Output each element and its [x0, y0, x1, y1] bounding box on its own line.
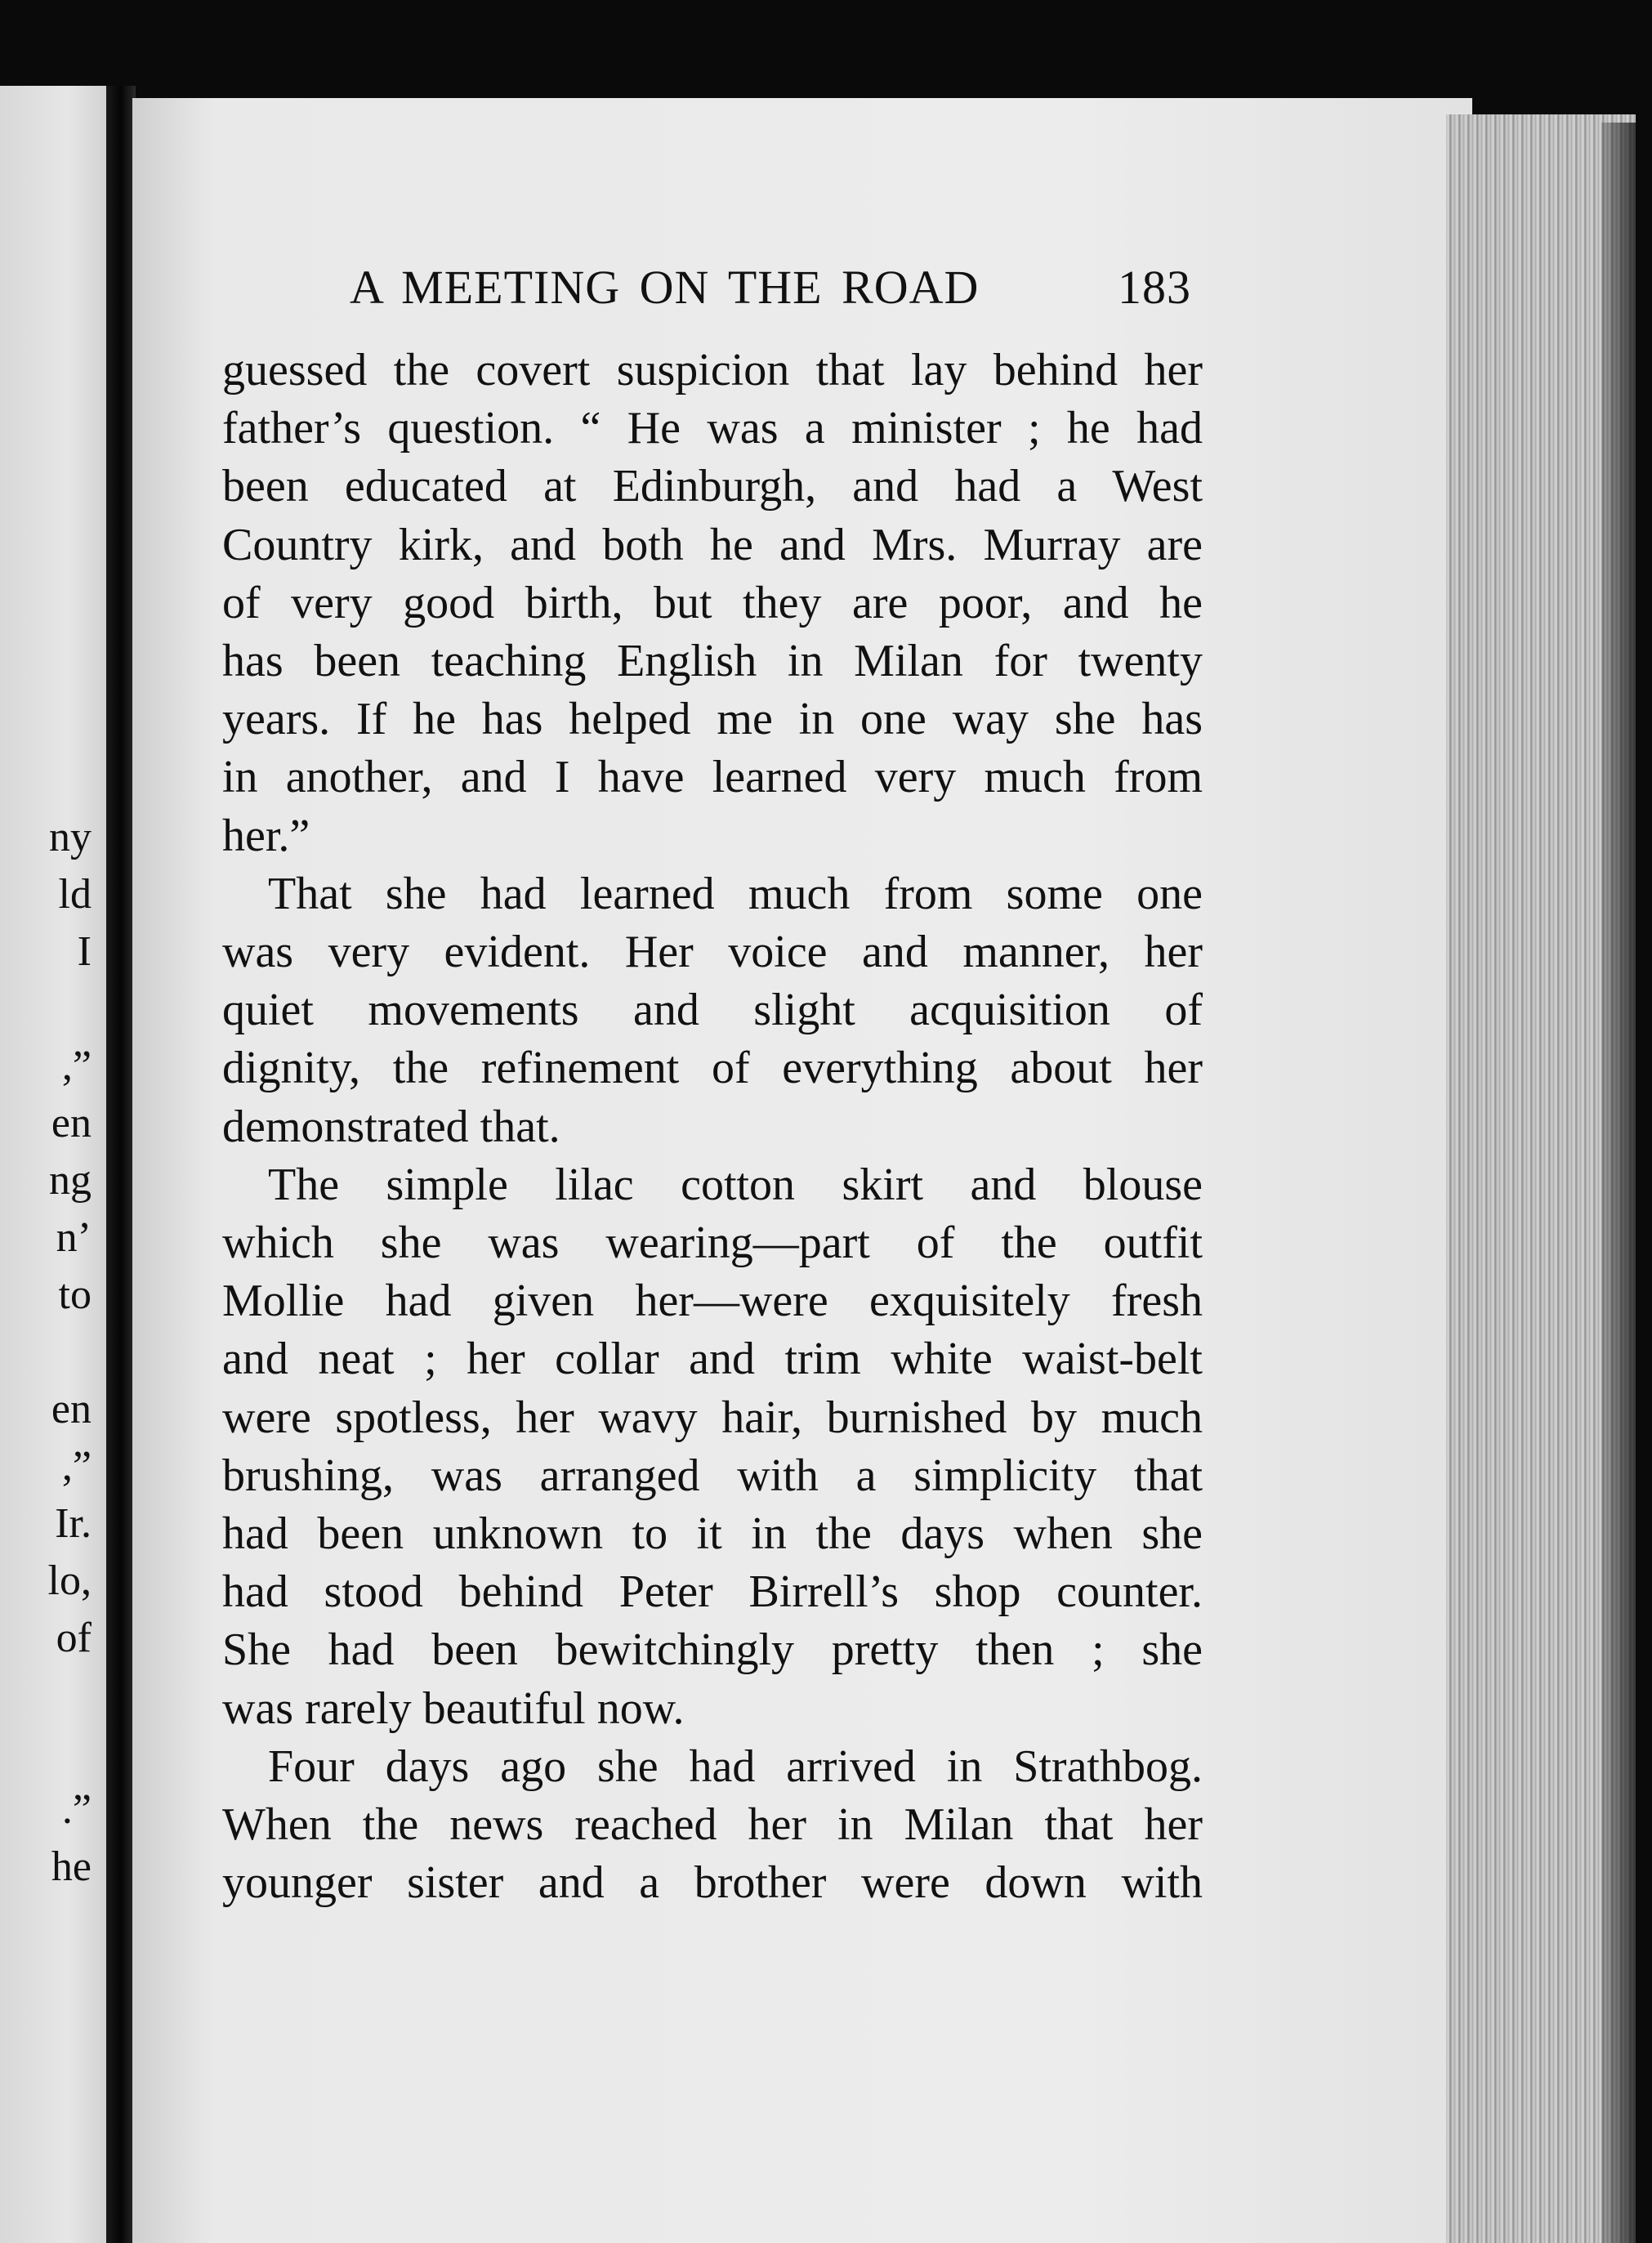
- text-line: were spotless, her wavy hair, burnished by much: [222, 1392, 1203, 1443]
- text-line: her.”: [222, 810, 310, 861]
- paragraph: [222, 1738, 1203, 1913]
- text-line: and neat ; her collar and trim white waist-belt: [222, 1334, 1203, 1385]
- text-line: had stood behind Peter Birrell’s shop counter.: [222, 1566, 1203, 1618]
- text-line: Four days ago she had arrived in Strathbog.: [268, 1740, 1203, 1792]
- text-line: was rarely beautiful now.: [222, 1682, 685, 1734]
- fragment-line: ld: [58, 871, 92, 918]
- fragment-line: Ir.: [55, 1500, 92, 1547]
- book-gutter: [106, 86, 136, 2243]
- body-text: [222, 342, 1203, 1912]
- fragment-line: to: [58, 1271, 92, 1318]
- text-line: Mollie had given her—were exquisitely fresh: [222, 1276, 1203, 1327]
- paragraph: [222, 865, 1203, 1156]
- text-line: had been unknown to it in the days when she: [222, 1508, 1203, 1560]
- text-line: Country kirk, and both he and Mrs. Murray are: [222, 519, 1203, 570]
- fragment-line: he: [51, 1843, 92, 1890]
- paragraph: [222, 1156, 1203, 1738]
- running-title: A MEETING ON THE ROAD: [350, 261, 980, 314]
- text-line: of very good birth, but they are poor, and he: [222, 577, 1203, 628]
- text-line: demonstrated that.: [222, 1101, 560, 1152]
- text-line: She had been bewitchingly pretty then ; she: [222, 1624, 1203, 1676]
- fragment-line: .”: [61, 1786, 92, 1833]
- text-line: years. If he has helped me in one way she has: [222, 694, 1203, 745]
- fragment-line: n’: [56, 1214, 92, 1261]
- facing-page: [0, 86, 113, 2243]
- text-line: The simple lilac cotton skirt and blouse: [268, 1159, 1203, 1210]
- fragment-line: lo,: [47, 1557, 92, 1604]
- text-line: has been teaching English in Milan for twenty: [222, 636, 1203, 687]
- fragment-line: en: [51, 1100, 92, 1146]
- text-line: younger sister and a brother were down with: [222, 1857, 1203, 1909]
- text-line: was very evident. Her voice and manner, her: [222, 927, 1203, 978]
- fragment-line: ,”: [61, 1443, 92, 1490]
- text-line: guessed the covert suspicion that lay behind her: [222, 345, 1203, 395]
- facing-page-text: [0, 86, 113, 2243]
- text-line: quiet movements and slight acquisition of: [222, 985, 1203, 1036]
- text-line: When the news reached her in Milan that her: [222, 1799, 1203, 1851]
- text-line: dignity, the refinement of everything about her: [222, 1043, 1203, 1094]
- fragment-line: ,”: [61, 1043, 92, 1089]
- fragment-line: ng: [49, 1157, 92, 1204]
- page-edges-shadow: [1601, 123, 1652, 2243]
- page-number: 183: [1118, 261, 1191, 314]
- text-line: in another, and I have learned very much from: [222, 752, 1203, 803]
- fragment-line: en: [51, 1386, 92, 1432]
- text-line: brushing, was arranged with a simplicity that: [222, 1450, 1203, 1501]
- text-line: been educated at Edinburgh, and had a West: [222, 461, 1203, 512]
- text-line: which she was wearing—part of the outfit: [222, 1218, 1203, 1269]
- running-header: [222, 260, 1203, 325]
- fragment-line: of: [56, 1615, 92, 1661]
- text-line: father’s question. “ He was a minister ; he had: [222, 403, 1203, 454]
- fragment-line: I: [77, 928, 92, 975]
- paragraph: [222, 342, 1203, 865]
- text-line: That she had learned much from some one: [268, 868, 1203, 919]
- fragment-line: ny: [49, 814, 92, 860]
